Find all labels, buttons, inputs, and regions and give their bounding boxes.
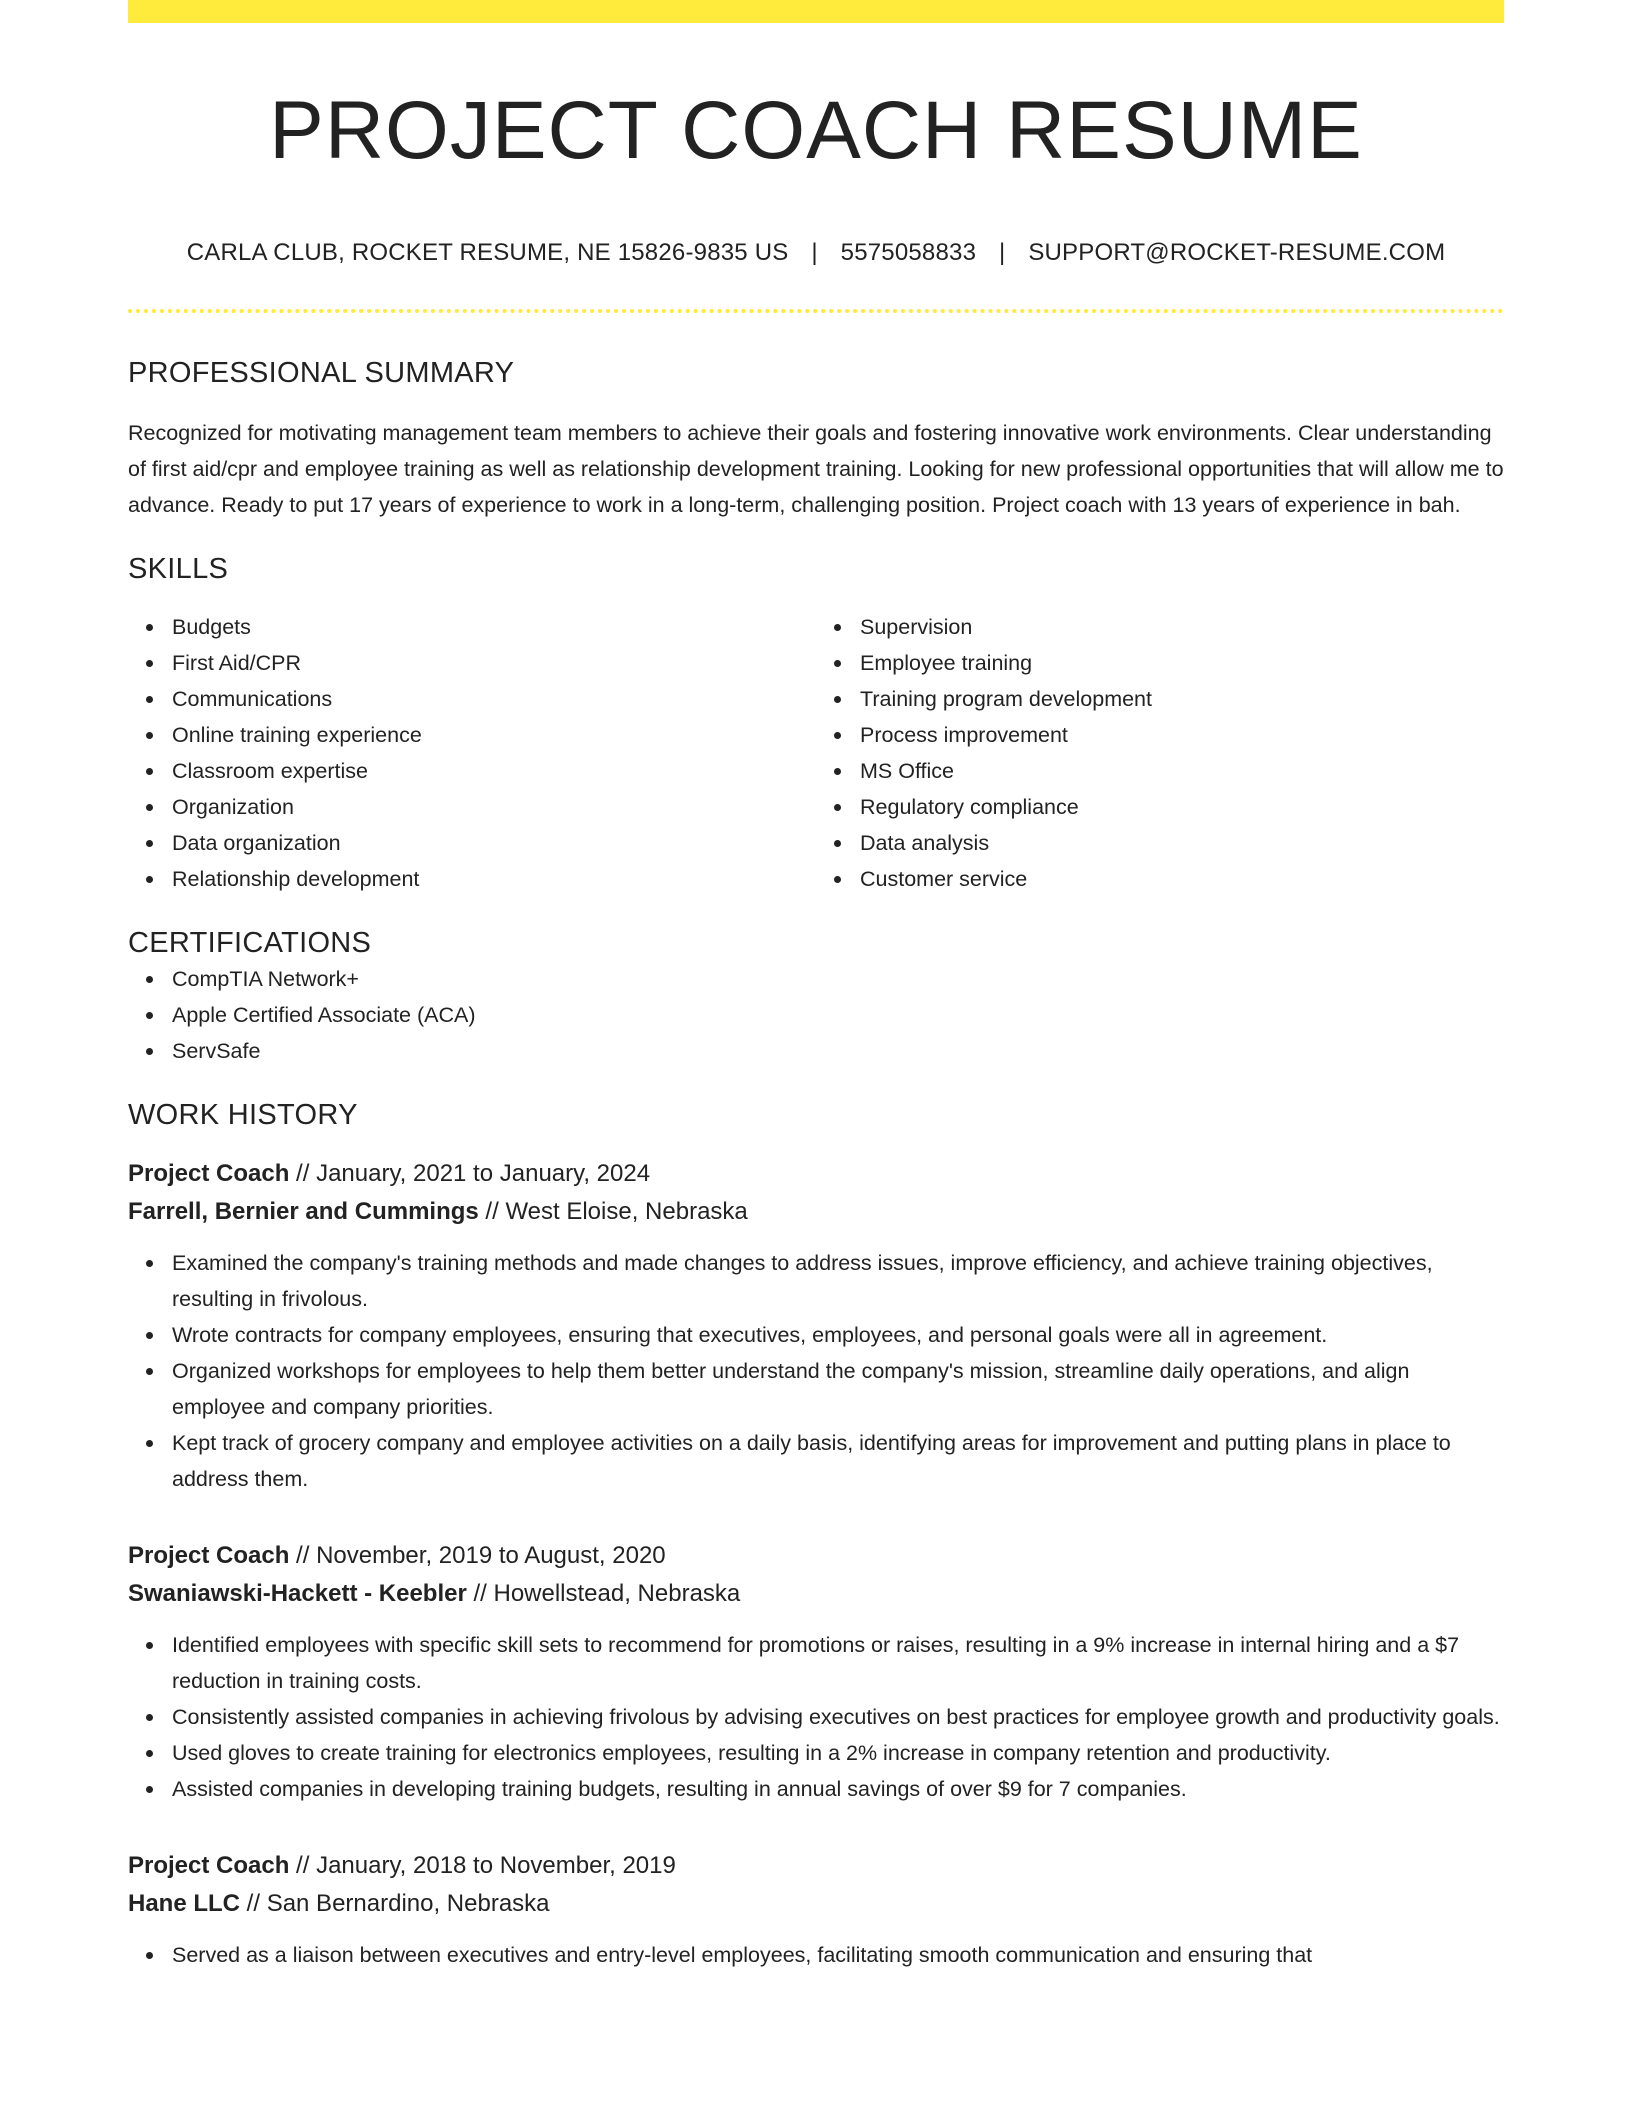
skills-column-left [128,609,816,897]
skill-item: Online training experience [128,717,816,753]
job-company: Hane LLC [128,1890,241,1917]
skill-item: Budgets [128,609,816,645]
job-bullets [128,1627,1504,1807]
skill-item: Training program development [816,681,1504,717]
contact-separator: | [999,239,1006,266]
work-history-heading: WORK HISTORY [128,1099,358,1131]
job-bullets [128,1937,1504,1973]
job-title-line [128,1155,1504,1193]
skills-heading: SKILLS [128,553,229,585]
job-company-line [128,1575,1504,1613]
job-dates: // January, 2018 to November, 2019 [289,1852,676,1879]
job-bullets [128,1245,1504,1497]
skills-column-right [816,609,1504,897]
certifications-heading: CERTIFICATIONS [128,927,372,959]
job-location: // San Bernardino, Nebraska [240,1890,550,1917]
skill-item: Customer service [816,861,1504,897]
dotted-divider [128,309,1504,313]
job-company: Farrell, Bernier and Cummings [128,1198,479,1225]
skill-item: Classroom expertise [128,753,816,789]
job-role: Project Coach [128,1160,290,1187]
skill-item: Regulatory compliance [816,789,1504,825]
skill-item: Employee training [816,645,1504,681]
job-bullet: Assisted companies in developing training budgets, resulting in annual savings of over $9 for 7 companies. [128,1771,1504,1807]
skill-item: Data organization [128,825,816,861]
resume-page [128,0,1504,1973]
job-company: Swaniawski-Hackett - Keebler [128,1580,467,1607]
job-dates: // November, 2019 to August, 2020 [289,1542,666,1569]
job-bullet: Examined the company's training methods and made changes to address issues, improve efficiency, and achieve training objectives, resulting in frivolous. [128,1245,1504,1317]
skill-item: Process improvement [816,717,1504,753]
job-bullet: Identified employees with specific skill sets to recommend for promotions or raises, resulting in a 9% increase in internal hiring and a $7 reduction in training costs. [128,1627,1504,1699]
job-entry [128,1847,1504,1973]
skill-item: MS Office [816,753,1504,789]
summary-heading: PROFESSIONAL SUMMARY [128,357,515,389]
skill-item: Data analysis [816,825,1504,861]
job-company-line [128,1193,1504,1231]
contact-email: SUPPORT@ROCKET-RESUME.COM [1028,239,1446,266]
job-title-line [128,1537,1504,1575]
job-bullet: Served as a liaison between executives and entry-level employees, facilitating smooth communication and ensuring that [128,1937,1504,1973]
job-bullet: Used gloves to create training for electronics employees, resulting in a 2% increase in company retention and productivity. [128,1735,1504,1771]
skill-item: First Aid/CPR [128,645,816,681]
job-company-line [128,1885,1504,1923]
job-location: // West Eloise, Nebraska [478,1198,748,1225]
job-role: Project Coach [128,1542,290,1569]
job-location: // Howellstead, Nebraska [466,1580,741,1607]
top-accent-bar [128,0,1504,23]
job-entry [128,1155,1504,1497]
skill-item: Organization [128,789,816,825]
job-bullet: Consistently assisted companies in achieving frivolous by advising executives on best practices for employee growth and productivity goals. [128,1699,1504,1735]
contact-phone: 5575058833 [840,239,977,266]
contact-line [128,237,1504,269]
contact-separator: | [811,239,818,266]
certifications-list [128,961,1504,1069]
skill-item: Supervision [816,609,1504,645]
skill-item: Communications [128,681,816,717]
job-dates: // January, 2021 to January, 2024 [289,1160,651,1187]
summary-text: Recognized for motivating management team members to achieve their goals and fostering innovative work environments. Clear understanding of first aid/cpr and employee training as well as relationship development training. Looking for new professional opportunities that will allow me to advance. Ready to put 17 years of experience to work in a long-term, challenging position. Project coach with 13 years of experience in bah. [128,421,1504,517]
certification-item: CompTIA Network+ [128,961,1504,997]
skill-item: Relationship development [128,861,816,897]
job-bullet: Kept track of grocery company and employee activities on a daily basis, identifying areas for improvement and putting plans in place to address them. [128,1425,1504,1497]
page-title: PROJECT COACH RESUME [269,85,1363,176]
job-title-line [128,1847,1504,1885]
job-bullet: Organized workshops for employees to help them better understand the company's mission, streamline daily operations, and align employee and company priorities. [128,1353,1504,1425]
skills-list [128,609,1504,897]
certification-item: Apple Certified Associate (ACA) [128,997,1504,1033]
certification-item: ServSafe [128,1033,1504,1069]
job-bullet: Wrote contracts for company employees, ensuring that executives, employees, and personal goals were all in agreement. [128,1317,1504,1353]
contact-address: CARLA CLUB, ROCKET RESUME, NE 15826-9835 US [186,239,789,266]
job-entry [128,1537,1504,1807]
job-role: Project Coach [128,1852,290,1879]
